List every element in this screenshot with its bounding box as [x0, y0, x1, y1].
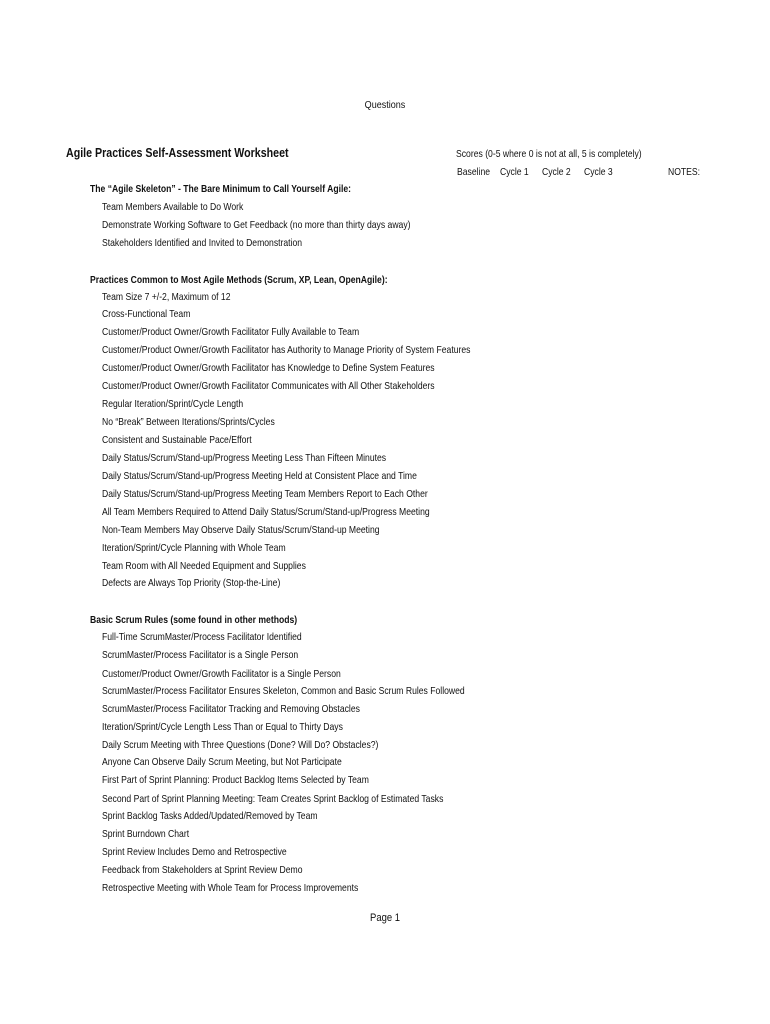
list-item: Customer/Product Owner/Growth Facilitator Fully Available to Team — [102, 326, 360, 338]
column-baseline: Baseline — [457, 166, 491, 178]
list-item: Team Members Available to Do Work — [102, 201, 244, 213]
list-item: Full-Time ScrumMaster/Process Facilitator Identified — [102, 631, 302, 643]
list-item: Sprint Review Includes Demo and Retrospective — [102, 846, 287, 858]
list-item: Feedback from Stakeholders at Sprint Review Demo — [102, 864, 303, 876]
column-cycle-3: Cycle 3 — [584, 166, 613, 178]
column-notes: NOTES: — [668, 166, 701, 178]
list-item: Regular Iteration/Sprint/Cycle Length — [102, 398, 244, 410]
worksheet-title: Agile Practices Self-Assessment Worksheet — [66, 145, 289, 160]
list-item: Customer/Product Owner/Growth Facilitator has Authority to Manage Priority of System Features — [102, 344, 471, 356]
list-item: Customer/Product Owner/Growth Facilitator Communicates with All Other Stakeholders — [102, 380, 435, 392]
list-item: Sprint Burndown Chart — [102, 828, 190, 840]
list-item: Customer/Product Owner/Growth Facilitator has Knowledge to Define System Features — [102, 362, 435, 374]
list-item: Stakeholders Identified and Invited to Demonstration — [102, 237, 303, 249]
list-item: Team Size 7 +/-2, Maximum of 12 — [102, 291, 231, 303]
section-heading-agile-skeleton: The “Agile Skeleton” - The Bare Minimum to Call Yourself Agile: — [90, 183, 352, 195]
list-item: Sprint Backlog Tasks Added/Updated/Removed by Team — [102, 810, 318, 822]
list-item: Customer/Product Owner/Growth Facilitator is a Single Person — [102, 668, 341, 680]
list-item: Retrospective Meeting with Whole Team for Process Improvements — [102, 882, 359, 894]
page-header: Questions — [364, 99, 406, 111]
list-item: Second Part of Sprint Planning Meeting: Team Creates Sprint Backlog of Estimated Tasks — [102, 793, 444, 805]
list-item: Demonstrate Working Software to Get Feedback (no more than thirty days away) — [102, 219, 411, 231]
list-item: Daily Scrum Meeting with Three Questions (Done? Will Do? Obstacles?) — [102, 739, 379, 751]
column-cycle-1: Cycle 1 — [500, 166, 529, 178]
list-item: Defects are Always Top Priority (Stop-the-Line) — [102, 577, 281, 589]
list-item: ScrumMaster/Process Facilitator is a Single Person — [102, 649, 299, 661]
list-item: Iteration/Sprint/Cycle Length Less Than or Equal to Thirty Days — [102, 721, 343, 733]
list-item: Iteration/Sprint/Cycle Planning with Whole Team — [102, 542, 286, 554]
list-item: Team Room with All Needed Equipment and Supplies — [102, 560, 306, 572]
list-item: Daily Status/Scrum/Stand-up/Progress Meeting Held at Consistent Place and Time — [102, 470, 417, 482]
list-item: No “Break” Between Iterations/Sprints/Cycles — [102, 416, 275, 428]
scores-note: Scores (0-5 where 0 is not at all, 5 is completely) — [456, 148, 642, 160]
section-heading-basic-scrum-rules: Basic Scrum Rules (some found in other methods) — [90, 614, 298, 626]
list-item: First Part of Sprint Planning: Product Backlog Items Selected by Team — [102, 774, 369, 786]
section-heading-common-practices: Practices Common to Most Agile Methods (Scrum, XP, Lean, OpenAgile): — [90, 274, 388, 286]
list-item: Daily Status/Scrum/Stand-up/Progress Meeting Team Members Report to Each Other — [102, 488, 428, 500]
list-item: ScrumMaster/Process Facilitator Ensures Skeleton, Common and Basic Scrum Rules Followed — [102, 685, 465, 697]
list-item: Anyone Can Observe Daily Scrum Meeting, but Not Participate — [102, 756, 342, 768]
page-number: Page 1 — [370, 912, 400, 924]
list-item: All Team Members Required to Attend Daily Status/Scrum/Stand-up/Progress Meeting — [102, 506, 430, 518]
list-item: Non-Team Members May Observe Daily Status/Scrum/Stand-up Meeting — [102, 524, 380, 536]
list-item: ScrumMaster/Process Facilitator Tracking and Removing Obstacles — [102, 703, 360, 715]
list-item: Consistent and Sustainable Pace/Effort — [102, 434, 252, 446]
list-item: Daily Status/Scrum/Stand-up/Progress Meeting Less Than Fifteen Minutes — [102, 452, 387, 464]
column-cycle-2: Cycle 2 — [542, 166, 571, 178]
list-item: Cross-Functional Team — [102, 308, 191, 320]
